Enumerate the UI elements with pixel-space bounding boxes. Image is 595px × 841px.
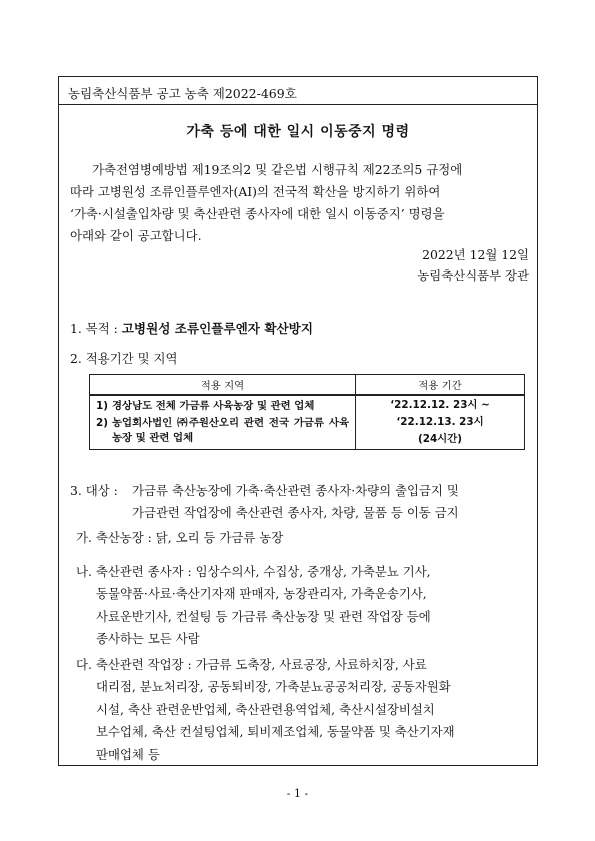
- sub-item-line: 사료운반기사, 컨설팅 등 가금류 축산농장 및 관련 작업장 등에: [96, 608, 431, 624]
- signer: 농림축산식품부 장관: [417, 268, 529, 283]
- sub-item-line: 판매업체 등: [96, 746, 160, 762]
- period-cell: [356, 395, 525, 450]
- item-purpose-label: 1. 목적 :: [70, 321, 122, 336]
- item-period-heading: 2. 적용기간 및 지역: [70, 351, 178, 366]
- sub-item-line: 다. 축산관련 작업장 : 가금류 도축장, 사료공장, 사료하치장, 사료: [76, 657, 427, 672]
- period-table: [89, 374, 525, 450]
- sub-item-line: 시설, 축산 관련운반업체, 축산관련용역업체, 축산시설장비설치: [96, 701, 435, 717]
- region-text: 경상남도 전체 가금류 사육농장 및 관련 업체: [112, 399, 315, 412]
- notice-date: 2022년 12월 12일: [422, 247, 529, 262]
- item-target-line: 가금관련 작업장에 축산관련 종사자, 차량, 물품 등 이동 금지: [132, 505, 459, 520]
- sub-item-line: 종사하는 모든 사람: [96, 631, 200, 647]
- sub-item-line: 동물약품·사료·축산기자재 판매자, 농장관리자, 가축운송기사,: [96, 586, 427, 602]
- region-text: 농업회사법인 ㈜주원산오리 관련 전국 가금류 사육농장 및 관련 업체: [112, 416, 349, 444]
- page-title: 가축 등에 대한 일시 이동중지 명령: [186, 124, 410, 140]
- sub-item-line: 나. 축산관련 종사자 : 임상수의사, 수집상, 중개상, 가축분뇨 기사,: [76, 564, 431, 579]
- header-divider: [58, 104, 538, 105]
- intro-line: ‘가축·시설출입차량 및 축산관련 종사자에 대한 일시 이동중지’ 명령을: [70, 206, 445, 221]
- intro-line: 아래와 같이 공고합니다.: [70, 228, 202, 243]
- region-item: [96, 416, 349, 446]
- region-number: 1): [96, 399, 108, 412]
- region-number: 2): [96, 416, 108, 429]
- sub-item-farm: 가. 축산농장 : 닭, 오리 등 가금류 농장: [76, 530, 284, 545]
- region-item: [96, 399, 349, 414]
- page-number: - 1 -: [286, 787, 309, 800]
- intro-line: 가축전염병예방법 제19조의2 및 같은법 시행규칙 제22조의5 규정에: [92, 162, 463, 177]
- notice-number: 농림축산식품부 공고 농축 제2022-469호: [68, 86, 297, 101]
- period-end: ‘22.12.13. 23시: [396, 415, 484, 428]
- item-purpose: [70, 318, 313, 337]
- period-duration: (24시간): [417, 432, 463, 445]
- regions-cell: [90, 395, 356, 450]
- table-header-region: 적용 지역: [90, 375, 356, 395]
- item-target: [70, 480, 459, 524]
- table-header-period: 적용 기간: [356, 375, 525, 395]
- item-purpose-value: 고병원성 조류인플루엔자 확산방지: [121, 321, 314, 336]
- period-start: ‘22.12.12. 23시 ~: [390, 398, 490, 411]
- sub-item-line: 보수업체, 축산 컨설팅업체, 퇴비제조업체, 동물약품 및 축산기자재: [96, 724, 455, 740]
- item-target-line: 가금류 축산농장에 가축·축산관련 종사자·차량의 출입금지 및: [132, 483, 459, 498]
- intro-line: 따라 고병원성 조류인플루엔자(AI)의 전국적 확산을 방지하기 위하여: [70, 184, 441, 199]
- sub-item-workplaces: [76, 654, 455, 766]
- item-target-label: 3. 대상 :: [70, 483, 118, 498]
- sub-item-line: 대리점, 분뇨처리장, 공동퇴비장, 가축분뇨공공처리장, 공동자원화: [96, 679, 451, 695]
- intro-paragraph: [70, 159, 530, 247]
- sub-item-workers: [76, 561, 431, 651]
